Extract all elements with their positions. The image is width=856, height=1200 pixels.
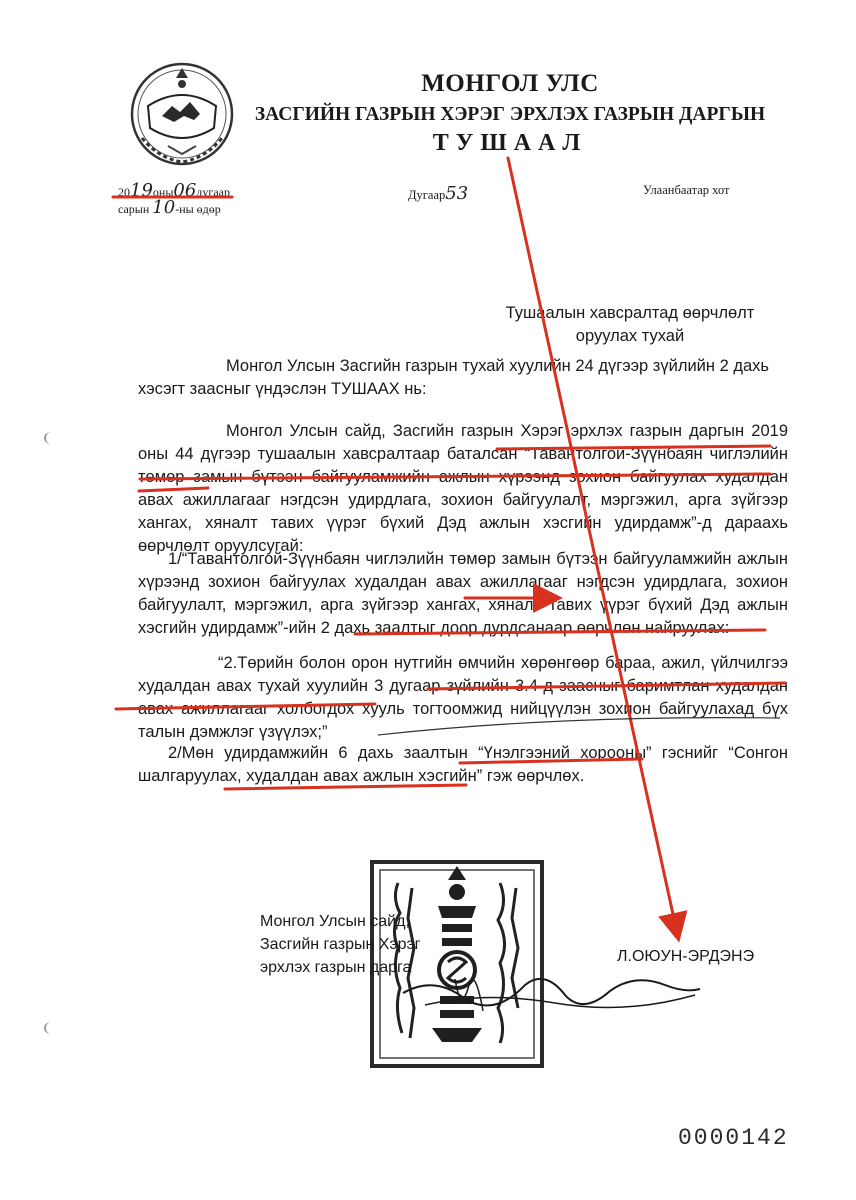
punch-hole [44, 432, 58, 444]
signatory-title-line-1: Монгол Улсын сайд, [260, 913, 410, 930]
date-day-suffix: -ны өдөр [175, 202, 221, 216]
paragraph-legal-basis: Монгол Улсын Засгийн газрын тухай хуулийн 24 дүгээр зүйлийн 2 дахь хэсэгт заасныг үндэслэн ТУШААХ нь: [138, 357, 770, 398]
date-day [118, 197, 221, 218]
date-year-prefix: 20 [118, 185, 130, 199]
subject-line-1: Тушаалын хавсралтад өөрчлөлт [505, 304, 755, 322]
state-emblem-icon [128, 58, 236, 170]
header-country: МОНГОЛ УЛС [421, 70, 599, 97]
paragraph-item-2: 2/Мөн удирдамжийн 6 дахь заалтын “Үнэлгээний хорооны” гэснийг “Сонгон шалгаруулах, худалдан авах ажлын хэсгийн” гэж өөрчлөх. [138, 744, 788, 785]
date-day-prefix: сарын [118, 202, 150, 216]
order-number-value: 53 [445, 183, 469, 204]
paragraph-item-1: 1/“Тавантолгой-Зүүнбаян чиглэлийн төмөр замын бүтээн байгууламжийн ажлын хүрээнд зохион байгуулах худалдан авах ажиллагааг нэгдсэн удирдлага, зохион байгуулалт, мэргэжил, арга зүйгээр хангах, хяналт тавих үүрэг бүхий Дэд ажлын хэсгийн удирдамж”-ийн 2 дахь заалтыг доор дурдсанаар өөрчлөн найруулах: [138, 550, 788, 637]
document-serial-number: 0000142 [678, 1125, 789, 1151]
issue-city: Улаанбаатар хот [643, 183, 730, 197]
date-month-handwritten: 06 [173, 180, 197, 201]
signatory-name: Л.ОЮУН-ЭРДЭНЭ [617, 948, 755, 965]
signatory-title-line-2: Засгийн газрын Хэрэг [260, 936, 421, 953]
handwritten-signature [395, 955, 705, 1035]
date-day-handwritten: 10 [152, 197, 176, 218]
paragraph-amendment-intro: Монгол Улсын сайд, Засгийн газрын Хэрэг эрхлэх газрын даргын 2019 оны 44 дүгээр тушаалын хавсралтаар баталсан “Тавантолгой-Зүүнбаян чиглэлийн төмөр замын бүтээн байгууламжийн ажлын хүрээнд зохион байгуулах худалдан авах ажиллагааг нэгдсэн удирдлага, зохион байгуулалт, мэргэжил, арга зүйгээр хангах, хяналт тавих үүрэг бүхий Дэд ажлын хэсгийн удирдамж”-д дараахь өөрчлөлт оруулсугай: [138, 422, 788, 555]
order-number-label: Дугаар [408, 188, 446, 202]
paragraph-quoted-clause: “2.Төрийн болон орон нутгийн өмчийн хөрөнгөөр бараа, ажил, үйлчилгээ худалдан авах тухай хуулийн 3 дугаар зүйлийн 3.4-д заасныг баримтлан худалдан авах ажиллагааг холбогдох хууль тогтоомжид нийцүүлэн зохион байгуулахад бүх талын дэмжлэг үзүүлэх;” [138, 654, 788, 741]
subject-line-2: оруулах тухай [575, 327, 685, 345]
date-year-suffix: оны [152, 185, 174, 199]
date-month-suffix: дугаар [196, 185, 230, 199]
header-office: ЗАСГИЙН ГАЗРЫН ХЭРЭГ ЭРХЛЭХ ГАЗРЫН ДАРГЫН [254, 104, 766, 125]
date-year-handwritten: 19 [130, 180, 153, 201]
subject-heading [480, 302, 780, 348]
signatory-title-line-3: эрхлэх газрын дарга [260, 959, 412, 976]
document-type-title: ТУШААЛ [432, 130, 588, 156]
order-number [408, 183, 468, 204]
punch-hole [44, 1022, 58, 1034]
